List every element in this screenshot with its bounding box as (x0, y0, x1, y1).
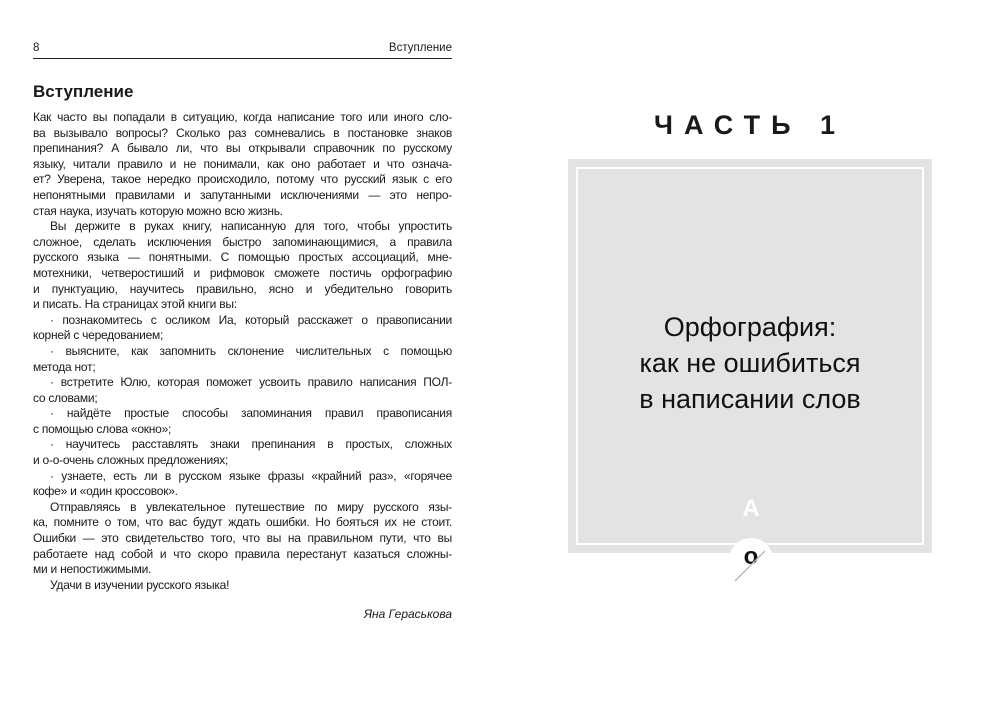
section-heading: Вступление (33, 82, 134, 101)
author-signature: Яна Гераськова (363, 607, 452, 621)
chapter-panel (568, 159, 932, 553)
text-line: мотехники, четверостиший и рифмовок сможете постичь орфографию (33, 265, 452, 280)
text-line: языку, читали правило и не понимали, как оно работает и что означа- (33, 156, 452, 171)
chapter-title-line: как не ошибиться (639, 348, 861, 378)
text-line: Вы держите в руках книгу, написанную для того, чтобы упростить (50, 219, 452, 234)
text-line: сложное, сделать исключения быстро запоминающимися, а правила (33, 234, 452, 249)
text-line: с помощью слова «окно»; (33, 421, 172, 436)
text-line: ми и непостижимыми. (33, 562, 152, 577)
text-line: и писать. На страницах этой книги вы: (33, 297, 237, 312)
text-line: · научитесь расставлять знаки препинания в простых, сложных (50, 437, 452, 452)
text-line: работаете над собой и что скоро правила перестанут казаться сложны- (33, 546, 452, 561)
emblem-letter-a: А (742, 495, 760, 522)
text-line: Как часто вы попадали в ситуацию, когда написание того или иного сло- (33, 110, 452, 124)
page-number: 8 (33, 42, 40, 54)
text-line: ка, помните о том, что вас будут ждать ошибки. Но бояться их не стоит. (33, 515, 452, 530)
text-line: · встретите Юлю, которая поможет усвоить правило написания ПОЛ- (50, 375, 452, 390)
text-line: русского языка — понятными. С помощью простых ассоциаций, мне- (33, 250, 452, 265)
chapter-title-line: Орфография: (663, 312, 837, 342)
chapter-title-line: в написании слов (639, 384, 861, 414)
body-text (33, 110, 452, 593)
text-line: стая наука, изучать которую можно всю жизнь. (33, 203, 283, 218)
text-line: · познакомитесь с осликом Иа, который расскажет о правописании (50, 312, 452, 327)
text-line: Удачи в изучении русского языка! (50, 577, 230, 592)
running-title: Вступление (388, 42, 452, 54)
text-line: · узнаете, есть ли в русском языке фразы «крайний раз», «горячее (50, 468, 452, 483)
strikethrough-icon (731, 545, 771, 585)
text-line: со словами; (33, 390, 98, 405)
text-line: корней с чередованием; (33, 328, 164, 343)
text-line: · найдёте простые способы запоминания правил правописания (50, 406, 452, 421)
text-line: кофе» и «один кроссовок». (33, 484, 178, 499)
text-line: и пунктуацию, научитесь правильно, ясно и убедительно говорить (33, 281, 452, 296)
text-line: препинания? А бывало ли, что вы открывали справочник по русскому (33, 141, 452, 156)
text-line: и о-о-очень сложных предложениях; (33, 453, 229, 468)
text-line: метода нот; (33, 359, 96, 374)
text-line: · выясните, как запомнить склонение числительных с помощью (50, 343, 452, 358)
text-line: ет? Уверена, такое нередко происходило, потому что русский язык с его (33, 172, 452, 187)
text-line: Отправляясь в увлекательное путешествие по миру русского язы- (50, 499, 452, 514)
text-line: непонятными правилами и запутанными исключениями — это непро- (33, 187, 452, 202)
text-line: ва вызывало вопросы? Сколько раз сомневались в постановке знаков (33, 125, 452, 140)
part-title: ЧАСТЬ 1 (653, 110, 847, 140)
text-line: Ошибки — это свидетельство того, что вы на правильном пути, что вы (33, 531, 452, 546)
emblem-letter-o: о (743, 543, 759, 570)
chapter-title (568, 309, 932, 417)
running-header (33, 42, 452, 59)
